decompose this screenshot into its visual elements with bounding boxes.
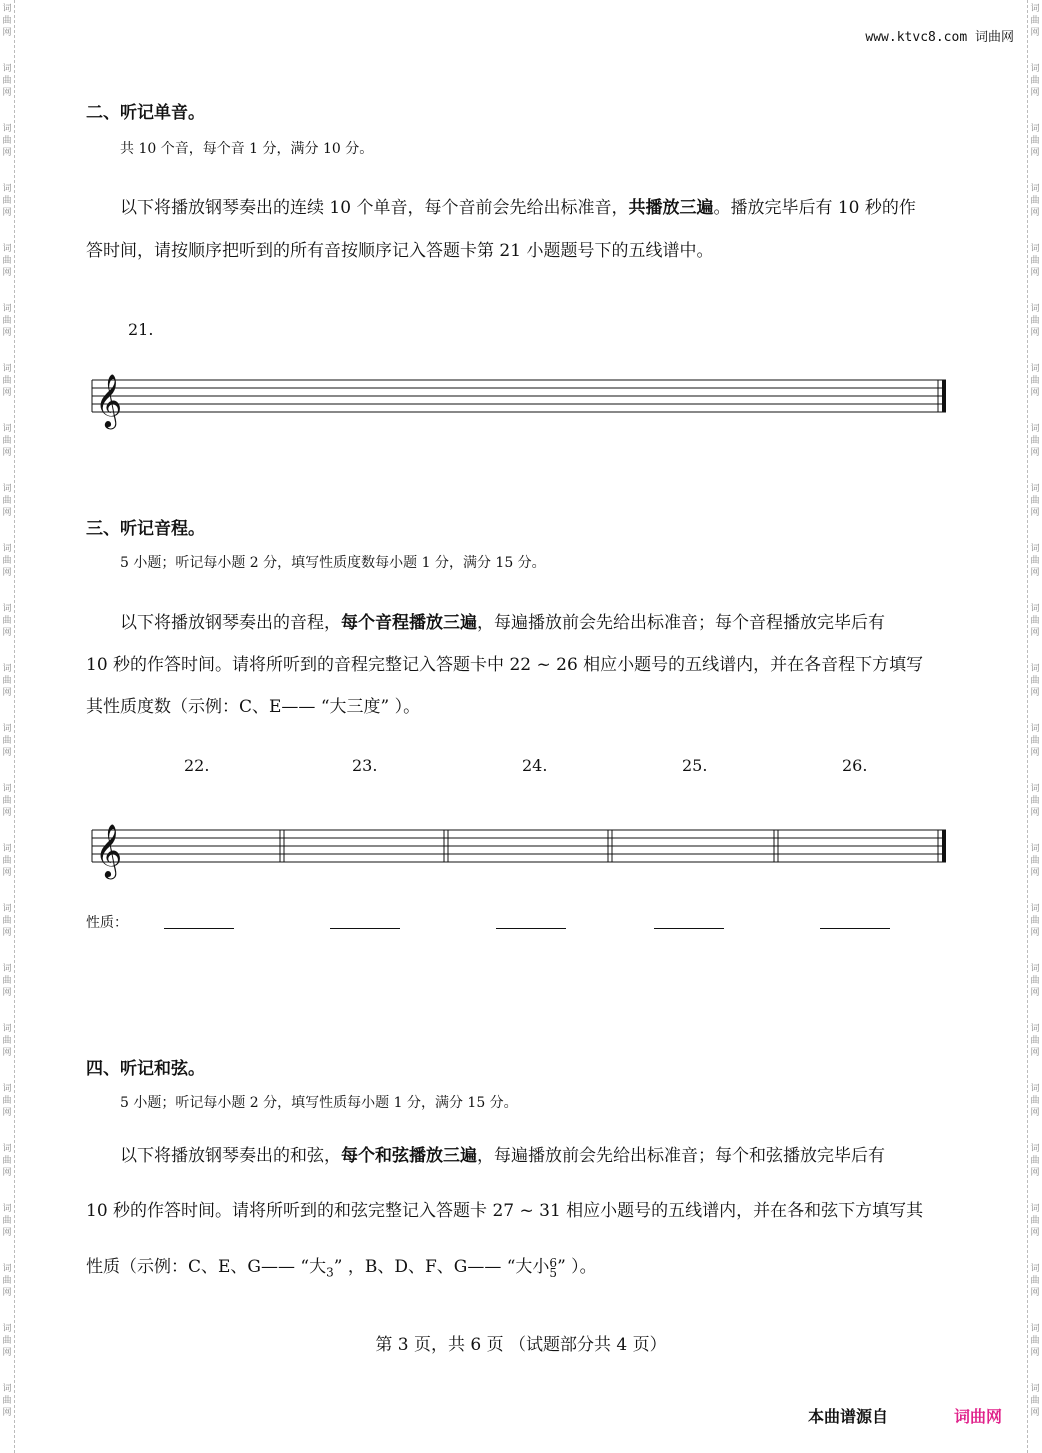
answer-blank-24 [496, 928, 566, 929]
watermark-char: 词 [1030, 964, 1040, 974]
watermark-char: 网 [2, 988, 12, 998]
watermark-char: 网 [2, 28, 12, 38]
section3-p1-bold: 每个音程播放三遍 [341, 613, 477, 633]
section2-p1-end: 。播放完毕后有 10 秒的作 [713, 198, 916, 218]
watermark-char: 曲 [1030, 16, 1040, 26]
watermark-char: 曲 [1030, 316, 1040, 326]
watermark-char: 词 [2, 1144, 12, 1154]
watermark-char: 网 [2, 1408, 12, 1418]
watermark-char: 词 [1030, 1204, 1040, 1214]
watermark-char: 词 [1030, 664, 1040, 674]
source-label: 本曲谱源自 [808, 1407, 889, 1426]
section4-para-line1 [120, 1141, 885, 1166]
watermark-char: 曲 [2, 1216, 12, 1226]
watermark-char: 曲 [1030, 1156, 1040, 1166]
watermark-char: 词 [1030, 304, 1040, 314]
watermark-char: 网 [2, 208, 12, 218]
watermark-char: 网 [1030, 28, 1040, 38]
question-24-number: 24. [522, 756, 548, 775]
watermark-char: 词 [2, 364, 12, 374]
watermark-char: 曲 [1030, 1216, 1040, 1226]
watermark-char: 曲 [2, 976, 12, 986]
watermark-char: 词 [1030, 544, 1040, 554]
answer-blank-25 [654, 928, 724, 929]
section2-score: 共 10 个音，每个音 1 分，满分 10 分。 [120, 141, 374, 157]
watermark-char: 曲 [1030, 1036, 1040, 1046]
watermark-char: 网 [1030, 748, 1040, 758]
section4-title: 四、听记和弦。 [86, 1059, 205, 1079]
chord-figure-top: 6 [549, 1255, 558, 1270]
watermark-char: 网 [1030, 1228, 1040, 1238]
watermark-char: 网 [1030, 148, 1040, 158]
watermark-char: 词 [1030, 484, 1040, 494]
watermark-char: 网 [1030, 1408, 1040, 1418]
watermark-char: 网 [1030, 568, 1040, 578]
watermark-char: 网 [2, 268, 12, 278]
source-site-logo: 词曲网 [954, 1407, 1003, 1426]
section2-p1: 以下将播放钢琴奏出的连续 10 个单音，每个音前会先给出标准音， [120, 198, 629, 218]
watermark-char: 曲 [2, 796, 12, 806]
site-name: 词曲网 [974, 30, 1014, 45]
chord-inversion-sub: 3 [326, 1265, 334, 1280]
section3-title: 三、听记音程。 [86, 519, 205, 539]
watermark-char: 曲 [2, 556, 12, 566]
watermark-char: 词 [2, 1084, 12, 1094]
section4-p1-end: ，每遍播放前会先给出标准音；每个和弦播放完毕后有 [477, 1146, 885, 1166]
nature-label: 性质： [86, 915, 128, 931]
chord-figure [549, 1255, 558, 1280]
watermark-char: 曲 [2, 1276, 12, 1286]
section3-para-line2: 10 秒的作答时间。请将所听到的音程完整记入答题卡中 22 ~ 26 相应小题号的五线谱内，并在各音程下方填写 [86, 655, 924, 675]
section2-title: 二、听记单音。 [86, 103, 205, 123]
watermark-char: 网 [2, 628, 12, 638]
watermark-char: 网 [1030, 508, 1040, 518]
watermark-char: 曲 [1030, 496, 1040, 506]
site-url: www.ktvc8.com [865, 30, 968, 45]
watermark-char: 网 [1030, 88, 1040, 98]
watermark-char: 曲 [2, 256, 12, 266]
watermark-char: 曲 [1030, 916, 1040, 926]
watermark-char: 词 [2, 1024, 12, 1034]
watermark-char: 网 [2, 1288, 12, 1298]
watermark-char: 网 [1030, 328, 1040, 338]
watermark-char: 词 [2, 1204, 12, 1214]
watermark-char: 词 [1030, 64, 1040, 74]
question-26-number: 26. [842, 756, 868, 775]
watermark-char: 词 [1030, 424, 1040, 434]
watermark-char: 网 [1030, 1348, 1040, 1358]
watermark-char: 网 [1030, 868, 1040, 878]
watermark-char: 曲 [2, 76, 12, 86]
treble-clef-icon: 𝄞 [95, 373, 123, 427]
watermark-char: 词 [1030, 244, 1040, 254]
chord-figure-bottom: 5 [549, 1265, 558, 1280]
watermark-char: 曲 [2, 436, 12, 446]
watermark-char: 网 [2, 388, 12, 398]
watermark-char: 词 [2, 184, 12, 194]
watermark-char: 曲 [1030, 196, 1040, 206]
section4-p1-bold: 每个和弦播放三遍 [341, 1146, 477, 1166]
watermark-char: 词 [2, 1384, 12, 1394]
watermark-char: 网 [1030, 988, 1040, 998]
watermark-char: 词 [2, 604, 12, 614]
section2-para-line2: 答时间，请按顺序把听到的所有音按顺序记入答题卡第 21 小题题号下的五线谱中。 [86, 241, 714, 261]
question-23-number: 23. [352, 756, 378, 775]
section2-p1-bold: 共播放三遍 [628, 198, 714, 218]
watermark-char: 曲 [1030, 1396, 1040, 1406]
watermark-char: 词 [2, 784, 12, 794]
watermark-char: 网 [1030, 1048, 1040, 1058]
watermark-char: 曲 [2, 496, 12, 506]
watermark-char: 词 [1030, 844, 1040, 854]
watermark-char: 网 [2, 1048, 12, 1058]
watermark-char: 网 [2, 928, 12, 938]
watermark-char: 曲 [1030, 256, 1040, 266]
watermark-char: 曲 [1030, 556, 1040, 566]
watermark-char: 曲 [2, 316, 12, 326]
watermark-char: 网 [1030, 1108, 1040, 1118]
watermark-char: 曲 [2, 1396, 12, 1406]
section4-p1: 以下将播放钢琴奏出的和弦， [120, 1146, 341, 1166]
watermark-char: 曲 [2, 136, 12, 146]
watermark-char: 词 [1030, 604, 1040, 614]
section4-p3a: 性质（示例：C、E、G—— “大 [86, 1257, 327, 1277]
section3-score: 5 小题；听记每小题 2 分，填写性质度数每小题 1 分，满分 15 分。 [120, 555, 546, 571]
section4-para-line3 [86, 1252, 597, 1279]
section4-p3b: ” ，B、D、F、G—— “大小 [333, 1257, 550, 1277]
watermark-char: 曲 [1030, 76, 1040, 86]
watermark-char: 词 [1030, 364, 1040, 374]
watermark-char: 曲 [2, 916, 12, 926]
watermark-char: 网 [1030, 688, 1040, 698]
watermark-char: 词 [1030, 4, 1040, 14]
watermark-char: 网 [2, 868, 12, 878]
watermark-char: 词 [2, 904, 12, 914]
watermark-char: 网 [2, 328, 12, 338]
watermark-char: 曲 [1030, 676, 1040, 686]
watermark-char: 词 [1030, 1384, 1040, 1394]
watermark-char: 词 [2, 244, 12, 254]
watermark-char: 词 [1030, 1144, 1040, 1154]
watermark-char: 曲 [1030, 736, 1040, 746]
section3-p1: 以下将播放钢琴奏出的音程， [120, 613, 341, 633]
watermark-char: 曲 [1030, 856, 1040, 866]
watermark-char: 曲 [2, 1336, 12, 1346]
watermark-char: 曲 [1030, 1336, 1040, 1346]
watermark-char: 曲 [1030, 136, 1040, 146]
watermark-char: 网 [2, 1168, 12, 1178]
answer-blank-23 [330, 928, 400, 929]
watermark-char: 网 [2, 1108, 12, 1118]
watermark-char: 曲 [1030, 976, 1040, 986]
section4-score: 5 小题；听记每小题 2 分，填写性质每小题 1 分，满分 15 分。 [120, 1095, 518, 1111]
watermark-char: 网 [2, 1228, 12, 1238]
question-25-number: 25. [682, 756, 708, 775]
watermark-char: 词 [2, 1324, 12, 1334]
watermark-char: 词 [1030, 1024, 1040, 1034]
watermark-char: 曲 [2, 676, 12, 686]
watermark-char: 词 [2, 4, 12, 14]
watermark-char: 网 [2, 808, 12, 818]
watermark-char: 网 [2, 88, 12, 98]
watermark-char: 词 [2, 544, 12, 554]
section3-para-line3: 其性质度数（示例：C、E—— “大三度” ）。 [86, 697, 421, 717]
watermark-char: 曲 [2, 196, 12, 206]
watermark-char: 曲 [1030, 616, 1040, 626]
watermark-char: 网 [1030, 1168, 1040, 1178]
watermark-char: 曲 [2, 736, 12, 746]
section4-p3c: ” ）。 [557, 1257, 597, 1277]
watermark-char: 词 [2, 1264, 12, 1274]
watermark-char: 曲 [2, 856, 12, 866]
watermark-char: 曲 [1030, 796, 1040, 806]
question-22-number: 22. [184, 756, 210, 775]
watermark-char: 词 [1030, 904, 1040, 914]
question-21-number: 21. [128, 320, 154, 339]
watermark-char: 词 [1030, 784, 1040, 794]
answer-blank-22 [164, 928, 234, 929]
watermark-char: 网 [1030, 928, 1040, 938]
watermark-char: 曲 [2, 1036, 12, 1046]
watermark-char: 网 [2, 568, 12, 578]
watermark-char: 词 [2, 664, 12, 674]
watermark-char: 词 [1030, 1084, 1040, 1094]
watermark-char: 曲 [2, 616, 12, 626]
watermark-char: 网 [2, 508, 12, 518]
watermark-char: 网 [2, 148, 12, 158]
watermark-char: 曲 [1030, 376, 1040, 386]
watermark-char: 词 [1030, 724, 1040, 734]
watermark-char: 网 [1030, 448, 1040, 458]
watermark-char: 网 [2, 1348, 12, 1358]
section3-p1-end: ，每遍播放前会先给出标准音；每个音程播放完毕后有 [477, 613, 885, 633]
watermark-char: 网 [2, 688, 12, 698]
watermark-char: 曲 [1030, 1096, 1040, 1106]
watermark-char: 曲 [2, 1096, 12, 1106]
section4-para-line2: 10 秒的作答时间。请将所听到的和弦完整记入答题卡 27 ~ 31 相应小题号的五线谱内，并在各和弦下方填写其 [86, 1201, 924, 1221]
watermark-char: 网 [1030, 628, 1040, 638]
watermark-char: 词 [1030, 124, 1040, 134]
watermark-char: 词 [2, 964, 12, 974]
watermark-char: 词 [1030, 1324, 1040, 1334]
watermark-char: 网 [1030, 208, 1040, 218]
watermark-char: 曲 [1030, 436, 1040, 446]
watermark-char: 曲 [2, 16, 12, 26]
watermark-char: 词 [2, 424, 12, 434]
watermark-char: 网 [1030, 388, 1040, 398]
watermark-char: 词 [2, 484, 12, 494]
page-number: 第 3 页，共 6 页 （试题部分共 4 页） [375, 1335, 667, 1355]
watermark-char: 词 [1030, 1264, 1040, 1274]
watermark-char: 网 [2, 448, 12, 458]
watermark-char: 词 [2, 724, 12, 734]
watermark-char: 词 [2, 844, 12, 854]
watermark-char: 曲 [2, 376, 12, 386]
watermark-char: 网 [1030, 1288, 1040, 1298]
watermark-char: 曲 [2, 1156, 12, 1166]
watermark-char: 网 [1030, 808, 1040, 818]
watermark-char: 网 [2, 748, 12, 758]
watermark-char: 词 [2, 64, 12, 74]
watermark-char: 词 [1030, 184, 1040, 194]
watermark-char: 网 [1030, 268, 1040, 278]
watermark-char: 词 [2, 304, 12, 314]
treble-clef-icon: 𝄞 [95, 823, 123, 877]
answer-blank-26 [820, 928, 890, 929]
watermark-char: 词 [2, 124, 12, 134]
watermark-char: 曲 [1030, 1276, 1040, 1286]
